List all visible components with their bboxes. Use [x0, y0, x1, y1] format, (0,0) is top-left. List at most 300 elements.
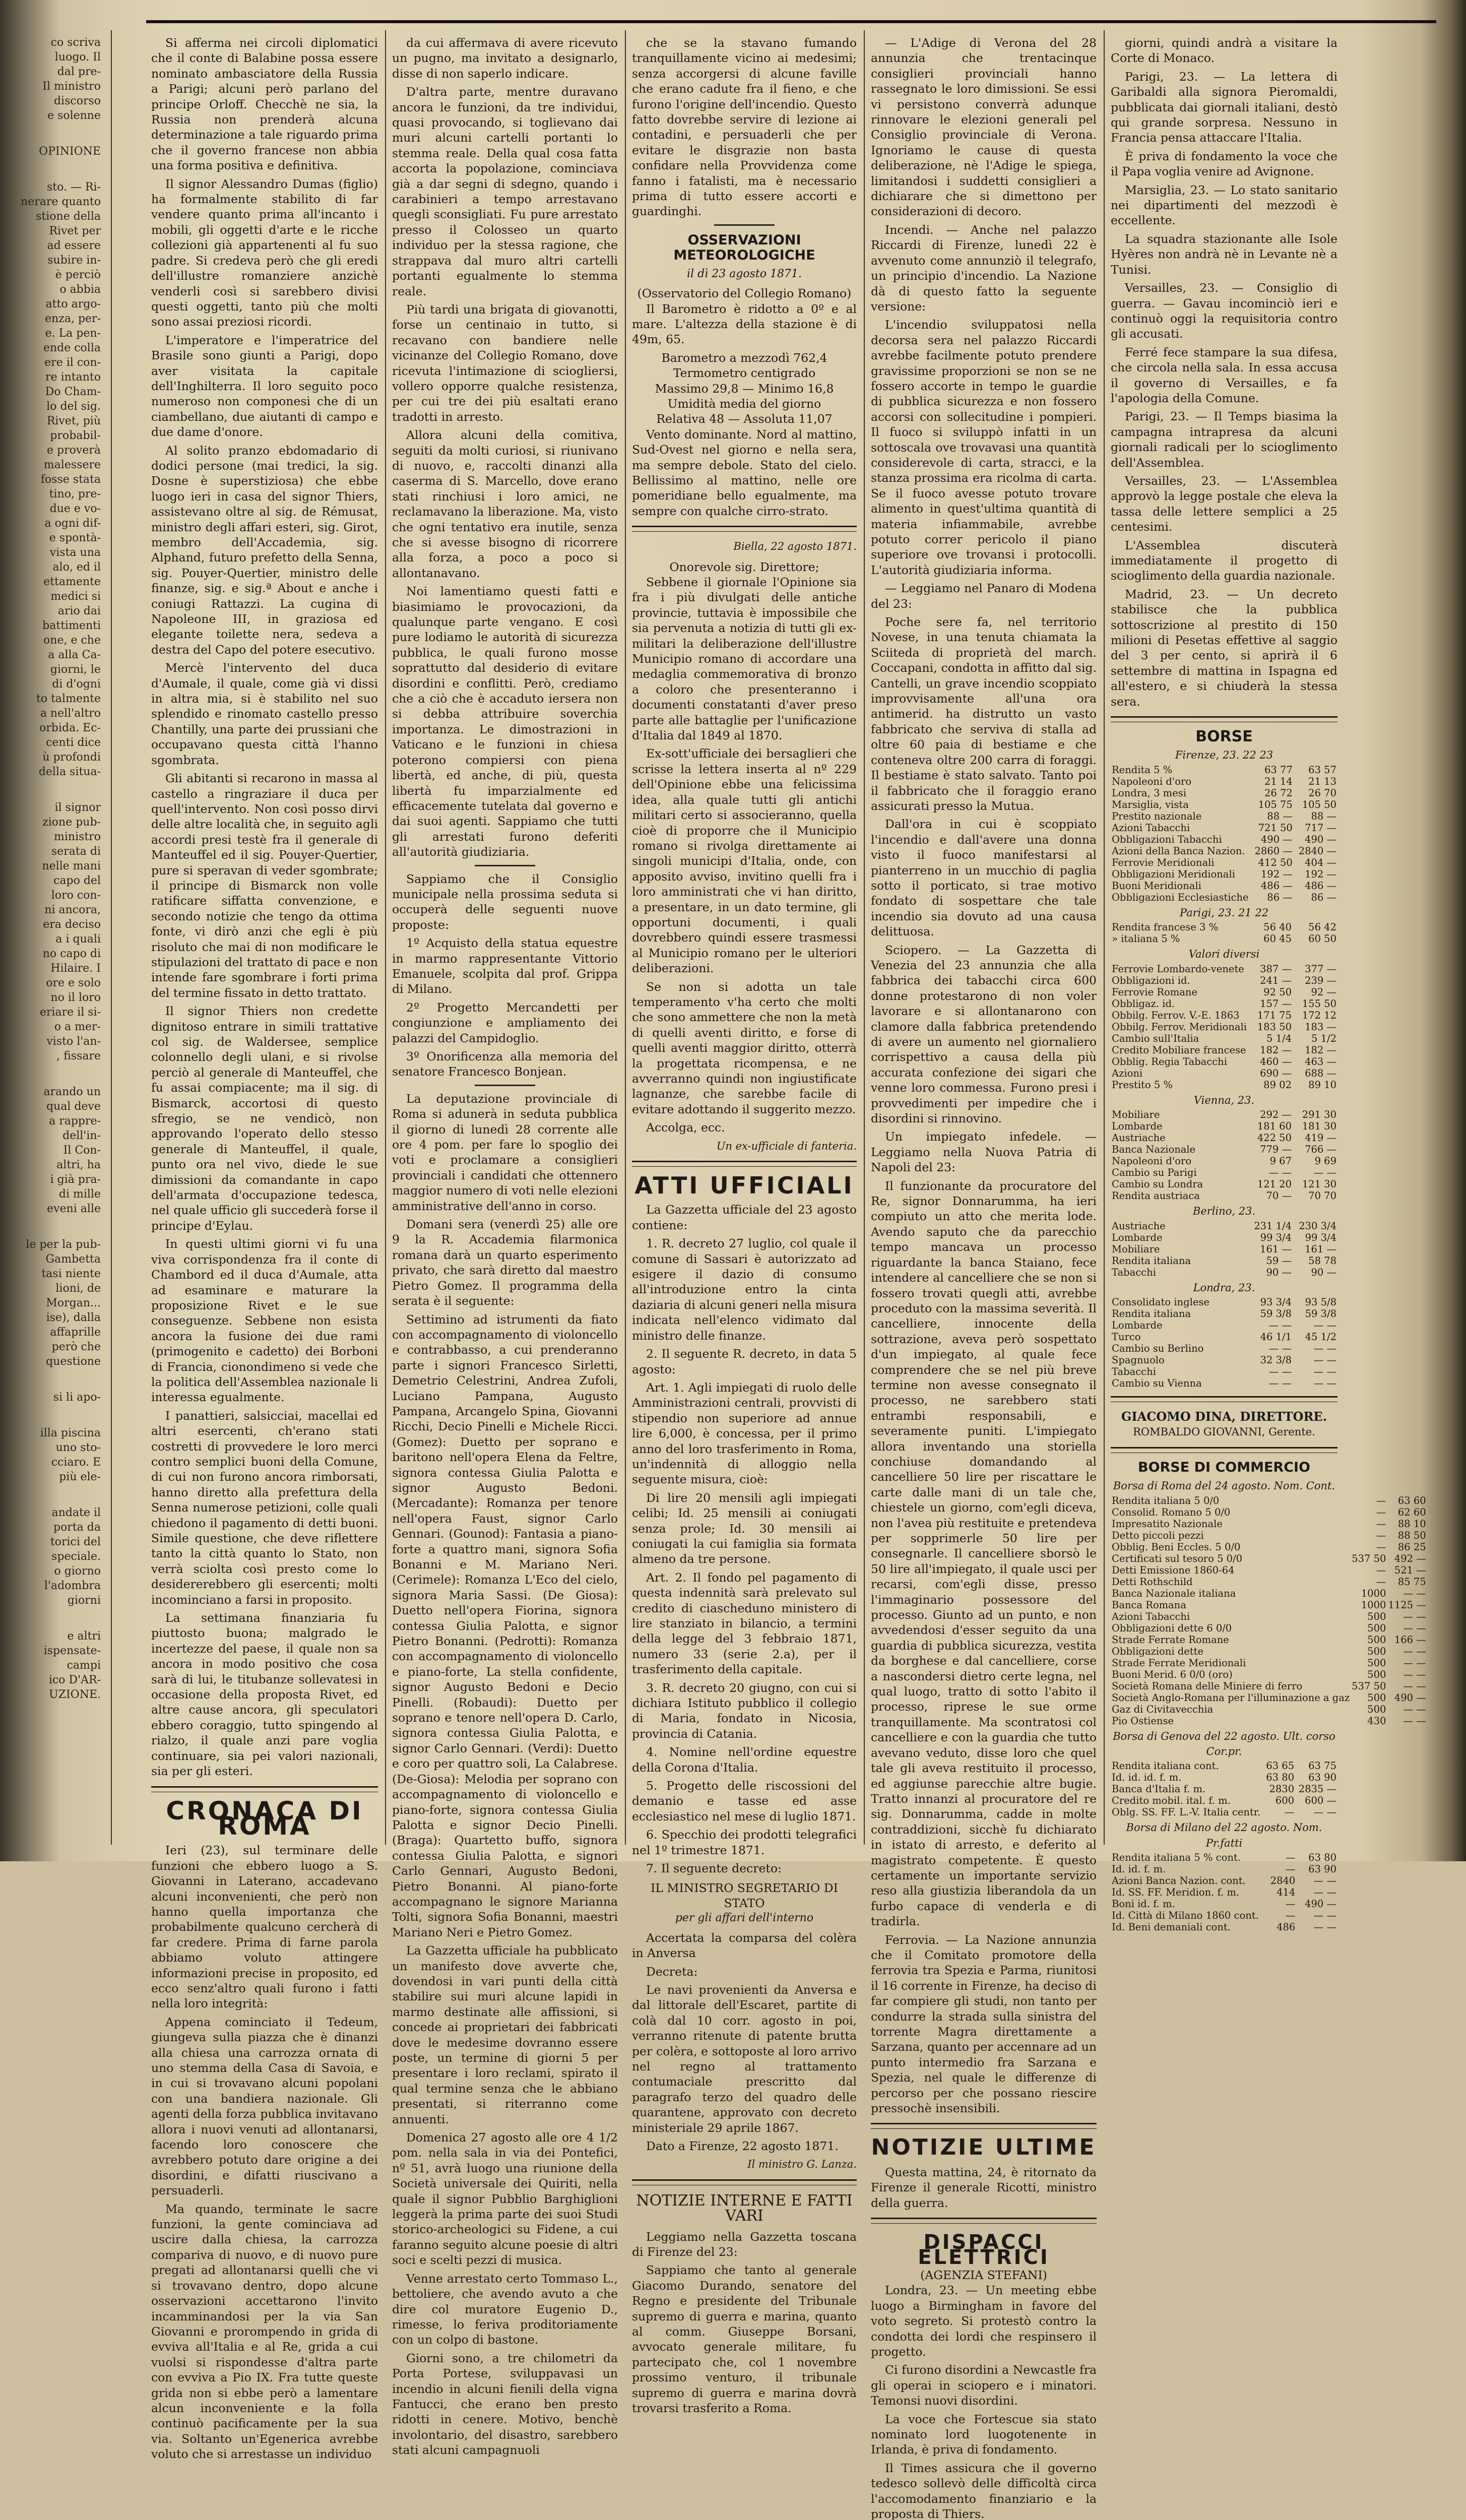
fragment-line: di mille: [58, 1188, 101, 1201]
price-cell: 121 20: [1257, 1178, 1292, 1190]
security-name: Id. id. f. m.: [1112, 1863, 1166, 1875]
column-divider: [625, 30, 626, 1845]
fragment-line: giorni, le: [50, 663, 101, 676]
separator: [475, 1085, 535, 1086]
security-name: Cambio su Londra: [1112, 1178, 1203, 1190]
paragraph: 3. R. decreto 20 giugno, con cui si dichiara Istituto pubblico il collegio di Maria, fondato in Nicosia, provincia di Catania.: [632, 1680, 857, 1741]
market-row: [1111, 1806, 1337, 1818]
market-row: [1111, 1518, 1427, 1530]
price-cell: 45 1/2: [1305, 1331, 1336, 1343]
price-cell: — —: [1268, 1167, 1292, 1179]
fragment-line: no il loro: [50, 991, 101, 1004]
market-row: [1111, 1646, 1427, 1657]
borse-tables: [1111, 747, 1337, 1389]
section-separator: [151, 1786, 378, 1792]
fragment-line: co scriva: [50, 36, 101, 49]
fragment-line: eveni alle: [47, 1203, 101, 1215]
fragment-line: l'adombra: [44, 1580, 101, 1592]
security-name: Rendita francese 3 %: [1112, 921, 1219, 933]
price-cell: — —: [1313, 1806, 1336, 1818]
price-cell: —: [1285, 1898, 1296, 1910]
price-cell: —: [1285, 1910, 1296, 1922]
fragment-line: ni ancora,: [44, 904, 101, 916]
fragment-line: battimenti: [42, 619, 101, 632]
fragment-line: zione pub-: [42, 816, 101, 829]
paragraph: Madrid, 23. — Un decreto stabilisce che la pubblica sottoscrizione al prestito di 150 milioni di Pesetas effettive al saggio del 3 per cento, si aprirà il 6 settembre di mattina in Ispagna ed all'estero, e si chiuderà la stessa sera.: [1111, 587, 1337, 709]
security-name: Credito mobil. ital. f. m.: [1112, 1795, 1231, 1807]
fragment-line: si li apo-: [53, 1391, 101, 1404]
security-name: Azioni Tabacchi: [1112, 1610, 1190, 1622]
fragment-line: qual deve: [46, 1100, 101, 1113]
section-separator: [1111, 1447, 1337, 1453]
fragment-line: eriare il si-: [39, 1006, 101, 1019]
market-table: [1111, 921, 1337, 944]
paragraph: Venne arrestato certo Tommaso L., bettoliere, che avendo avuto a che dire col muratore Eugenio D., rimesse, lo feriva proditoriamente con un colpo di bastone.: [392, 2271, 618, 2347]
meteo-row: Termometro centigrado: [673, 366, 816, 381]
separator: [714, 224, 775, 226]
market-row: [1111, 986, 1337, 998]
price-cell: 500: [1367, 1633, 1386, 1646]
notizie-text: [632, 2229, 857, 2416]
paragraph: Il signor Thiers non credette dignitoso entrare in simili trattative col sig. de Waldersee, semplice colonnello degli ulani, e si rivolse perciò al generale di Manteuffel, che fu assai compiacente; ma il sig. di Bismarck, accortosi di questo sfregio, se ne vendicò, non approvando l'operato dello stesso generale di Manteuffel, il quale, punto ora nel vivo, diede le sue dimissioni da comandante in capo dell'armata d'occupazione tedesca, nel quale ufficio gli succederà forse il principe d'Eylau.: [151, 1004, 378, 1233]
fragment-line: speciale.: [51, 1550, 101, 1563]
price-cell: 86 —: [1267, 891, 1293, 903]
price-cell: — —: [1403, 1668, 1426, 1680]
market-row: [1111, 1308, 1337, 1319]
security-name: Banca d'Italia f. m.: [1112, 1783, 1206, 1795]
security-name: Obbilg. Ferrov. V.-E. 1863: [1112, 1009, 1240, 1021]
price-cell: —: [1376, 1506, 1386, 1518]
fragment-line: medici si: [50, 590, 101, 603]
market-row: [1111, 1120, 1337, 1132]
market-row: [1111, 963, 1337, 975]
paragraph: 6. Specchio dei prodotti telegrafici nel 1º trimestre 1871.: [632, 1828, 857, 1857]
price-cell: 2840: [1270, 1875, 1296, 1887]
fragment-line: giorni: [67, 1594, 101, 1607]
market-row: [1111, 787, 1337, 799]
market-row: [1111, 1692, 1427, 1704]
price-cell: 92 —: [1311, 986, 1336, 998]
paragraph: 2. Il seguente R. decreto, in data 5 agosto:: [632, 1347, 857, 1376]
market-row: [1111, 1715, 1427, 1727]
security-name: Rendita italiana 5 % cont.: [1112, 1852, 1241, 1864]
market-group-title: Vienna, 23.: [1193, 1094, 1255, 1106]
fragment-line: e spontà-: [49, 532, 101, 544]
market-row: [1111, 1576, 1427, 1588]
price-cell: — —: [1313, 1921, 1336, 1933]
paragraph: che se la stavano fumando tranquillamente vicino ai medesimi; senza accorgersi di alcune faville che erano cadute fra il fieno, e che furono l'origine dell'incendio. Questo fatto dovrebbe servire di lezione ai contadini, e persuaderli che per evitare le disgrazie non basta confidare nella Provvidenza come fanno i fatalisti, ma è necessario prima di tutto essere accorti e guardinghi.: [632, 36, 857, 219]
column-divider: [1104, 30, 1105, 1845]
fragment-line: dell'in-: [62, 1129, 101, 1142]
paragraph: L'imperatore e l'imperatrice del Brasile sono giunti a Parigi, dopo aver visitata la capitale dell'Inghilterra. Il loro seguito poco numeroso non componesi che di un ciambellano, due aiutanti di campo e due dame d'onore.: [151, 333, 378, 439]
price-cell: 404 —: [1305, 856, 1336, 868]
security-name: Id. id. id. f. m.: [1112, 1772, 1182, 1784]
meteo-title: OSSERVAZIONI METEOROLOGICHE: [673, 232, 815, 264]
price-cell: 105 75: [1258, 798, 1293, 810]
price-cell: 500: [1367, 1657, 1386, 1669]
price-cell: 717 —: [1305, 822, 1336, 834]
price-cell: 63 65: [1266, 1760, 1295, 1772]
market-row: [1111, 1343, 1337, 1354]
paragraph: Ferré fece stampare la sua difesa, che circola nella sala. In essa accusa il governo di Versailles, e fa l'apologia della Comune.: [1111, 345, 1337, 405]
market-row: [1111, 1109, 1337, 1120]
consiglio-item: 2º Progetto Mercandetti per congiunzione e ampliamento dei palazzi del Campidoglio.: [392, 1000, 618, 1045]
paragraph: La voce che Fortescue sia stato nominato lord luogotenente in Irlanda, è priva di fondamento.: [871, 2412, 1097, 2457]
decreto-text: [632, 1930, 857, 2154]
price-cell: —: [1284, 1806, 1295, 1818]
letter-dateline: Biella, 22 agosto 1871.: [733, 540, 857, 553]
price-cell: 155 50: [1302, 997, 1336, 1010]
paragraph: Noi lamentiamo questi fatti e biasimiamo le provocazioni, da qualunque parte vengano. E così pure lodiamo le autorità di sicurezza pubblica, le quali furono mosse soprattutto dal desiderio di evitare disordini e conflitti. Però, crediamo che a ciò che è accaduto iersera non si debba attribuire soverchia importanza. Le dimostrazioni in Vaticano e le funzioni in chiesa poterono compiersi con piena libertà, ed anche, di più, questa libertà fu imparzialmente ed efficacemente tutelata dal governo e dai suoi agenti. Sappiamo che tutti gli arrestati furono deferiti all'autorità giudiziaria.: [392, 584, 618, 859]
meteo-text: Il Barometro è ridotto a 0º e al mare. L'altezza della stazione è di 49m, 65.: [632, 301, 857, 347]
price-cell: 460 —: [1260, 1055, 1292, 1067]
market-row: [1111, 1564, 1427, 1576]
market-row: [1111, 1772, 1337, 1783]
fragment-line: è perciò: [55, 269, 101, 281]
price-cell: 414: [1277, 1886, 1296, 1899]
commercio-heading: BORSE DI COMMERCIO: [1137, 1459, 1311, 1475]
fragment-line: UZIONE.: [49, 1688, 101, 1701]
security-name: Obbligazioni Tabacchi: [1112, 833, 1222, 845]
paragraph: da cui affermava di avere ricevuto un pugno, ma invitato a designarlo, disse di non saperlo indicare.: [392, 36, 618, 81]
section-separator: [1111, 716, 1337, 722]
fragment-line: Gambetta: [45, 1253, 101, 1266]
fragment-line: però che: [51, 1341, 101, 1353]
fragment-line: due e vo-: [49, 502, 101, 515]
price-cell: 291 30: [1302, 1109, 1336, 1121]
market-row: [1111, 1611, 1427, 1622]
fragment-block: [0, 1629, 101, 1702]
fragment-block: [0, 1426, 101, 1484]
fragment-line: il signor: [54, 801, 101, 814]
security-name: Rendita 5 %: [1112, 764, 1173, 776]
price-cell: — —: [1403, 1622, 1426, 1634]
fragment-line: le per la pub-: [26, 1238, 101, 1251]
price-cell: 521 —: [1394, 1564, 1426, 1576]
security-name: Consolid. Romano 5 0/0: [1112, 1506, 1231, 1518]
price-cell: 70 70: [1308, 1190, 1336, 1202]
fragment-line: questione: [46, 1355, 101, 1368]
column-4: [871, 35, 1097, 2520]
security-name: Ferrovie Lombardo-venete: [1112, 963, 1244, 975]
fragment-line: malessere: [43, 459, 101, 471]
paragraph: Il signor Alessandro Dumas (figlio) ha formalmente stabilito di far vendere quanto prima all'incanto i mobili, gli oggetti d'arte e le ricche collezioni già appartenenti al fu suo padre. Si credeva però che gli eredi dell'illustre romanziere anzichè venderli così si sarebbero divisi questi oggetti, tanto più che molti sono assai preziosi ricordi.: [151, 176, 378, 329]
price-cell: 9 69: [1314, 1155, 1336, 1167]
price-cell: —: [1376, 1541, 1386, 1553]
fragment-line: e proverà: [47, 444, 101, 457]
security-name: Banca Nazionale italiana: [1112, 1587, 1236, 1599]
fragment-line: orbida. Ec-: [39, 722, 101, 734]
security-name: Rendita italiana: [1112, 1307, 1191, 1319]
ultime-text: Questa mattina, 24, è ritornato da Firenze il generale Ricotti, ministro della guerra.: [871, 2165, 1097, 2210]
security-name: » italiana 5 %: [1112, 933, 1180, 945]
market-group-title: Londra, 23.: [1193, 1281, 1255, 1294]
price-cell: 99 3/4: [1305, 1231, 1336, 1243]
security-name: Obblig. Regia Tabacchi: [1112, 1055, 1227, 1067]
price-cell: 181 60: [1257, 1120, 1292, 1132]
paragraph: Settimino ad istrumenti da fiato con accompagnamento di violoncello e contrabbasso, a cui prenderanno parte i signori Francesco Sirletti, Demetrio Celestrini, Andrea Zufoli, Luciano Pampana, Augusto Pampana, Arcangelo Spina, Giovanni Ricchi, Decio Pinelli e Michele Ricci. (Gomez): Duetto per soprano e baritono nell'opera Elena da Feltre, signora contessa Giulia Palotta e signor Augusto Bedoni. (Mercadante): Romanza per tenore nell'opera Faust, signor Carlo Gennari. (Gounod): Fantasia a piano-forte a quattro mani, signora Sofia Bonanni e M. Mariano Neri. (Cerimele): Romanza L'Eco del cielo, signora Maria Sassi. (De Giosa): Duetto nell'opera Fiorina, signora contessa Giulia Palotta, e signor Pietro Bonanni. (Pedrotti): Romanza con accompagnamento di violoncello e piano-forte, La stella confidente, signor Augusto Bedoni e Decio Pinelli. (Robaudi): Duetto per soprano e tenore nell'opera D. Carlo, signora contessa Giulia Palotta, e signor Carlo Gennari. (Verdi): Duetto e coro per quattro soli, La Calabrese. (De-Giosa): Melodia per soprano con accompagnamento di violoncello e piano-forte, signora contessa Giulia Palotta e signor Decio Pinelli. (Braga): Quartetto buffo, signora contessa Giulia Palotta, e signori Carlo Gennari, Augusto Bedoni, Pietro Bonanni. Al piano-forte accompagnano le signore Marianna Tolti, signora Sofia Bonanni, maestri Mariano Neri e Pietro Gomez.: [392, 1312, 618, 1939]
security-name: Napoleoni d'oro: [1112, 775, 1192, 787]
price-cell: 600 —: [1305, 1795, 1336, 1807]
paragraph: Decreta:: [646, 1964, 698, 1979]
price-cell: 500: [1367, 1610, 1386, 1622]
decreto-title: IL MINISTRO SEGRETARIO DI STATO: [651, 1880, 838, 1910]
paragraph: giorni, quindi andrà a visitare la Corte di Monaco.: [1111, 36, 1337, 66]
market-group-title: Valori diversi: [1188, 948, 1260, 961]
fragment-line: altri, ha: [56, 1159, 101, 1171]
market-row: [1111, 1530, 1427, 1541]
price-cell: — —: [1403, 1587, 1426, 1599]
paragraph: Un impiegato infedele. — Leggiamo nella Nuova Patria di Napoli del 23:: [871, 1129, 1097, 1175]
price-cell: 56 42: [1308, 921, 1336, 933]
fragment-line: di d'ogni: [52, 678, 101, 690]
market-row: [1111, 1132, 1337, 1144]
market-row: [1111, 1366, 1337, 1377]
market-row: [1111, 1506, 1427, 1518]
fragment-line: Rivet per: [49, 225, 101, 237]
fragment-line: o giorno: [54, 1565, 101, 1578]
security-name: Id. SS. FF. Meridion. f. m.: [1112, 1886, 1240, 1899]
market-row: [1111, 1178, 1337, 1190]
fragment-line: luogo. Il: [54, 51, 101, 64]
price-cell: 99 3/4: [1260, 1231, 1292, 1243]
security-name: Obbligazioni id.: [1112, 974, 1190, 986]
price-cell: 537 50: [1352, 1552, 1386, 1564]
fragment-block: [0, 1237, 101, 1369]
security-name: Pio Ostiense: [1112, 1715, 1174, 1727]
price-cell: 93 3/4: [1260, 1296, 1292, 1308]
fragment-line: ettamente: [43, 576, 101, 588]
price-cell: —: [1376, 1518, 1386, 1530]
price-cell: 88 10: [1397, 1518, 1426, 1530]
security-name: Obbligazioni Ecclesiastiche: [1112, 891, 1249, 903]
price-cell: 1000: [1361, 1587, 1386, 1599]
atti-intro: La Gazzetta ufficiale del 23 agosto contiene:: [632, 1203, 857, 1232]
fragment-line: ende colla: [43, 342, 101, 354]
market-row: [1111, 1921, 1337, 1933]
price-cell: 59 3/8: [1305, 1307, 1336, 1319]
price-cell: 183 —: [1305, 1021, 1336, 1033]
market-row: [1111, 1267, 1337, 1278]
market-row: [1111, 776, 1337, 787]
price-cell: 63 60: [1397, 1494, 1426, 1506]
fragment-line: tasi niente: [41, 1268, 101, 1280]
dispacci-continued: [1111, 35, 1337, 709]
consiglio-item: 1º Acquisto della statua equestre in marmo rappresentante Vittorio Emanuele, scolpita dal prof. Grippa di Milano.: [392, 936, 618, 996]
price-cell: 161 —: [1260, 1243, 1292, 1255]
security-name: Rendita italiana 5 0/0: [1112, 1494, 1220, 1506]
market-row: [1111, 1599, 1427, 1611]
price-cell: — —: [1403, 1657, 1426, 1669]
fragment-line: più ele-: [59, 1471, 101, 1483]
section-separator: [632, 526, 857, 532]
letter-close: Accolga, ecc.: [646, 1120, 725, 1135]
fragment-line: Hilaire. I: [50, 962, 101, 975]
market-table: [1111, 1220, 1337, 1278]
paragraph: 4. Nomine nell'ordine equestre della Corona d'Italia.: [632, 1745, 857, 1775]
price-cell: — —: [1313, 1910, 1336, 1922]
price-cell: 490 —: [1305, 1898, 1336, 1910]
price-cell: 600: [1275, 1795, 1295, 1807]
fragment-line: to talmente: [36, 692, 101, 705]
market-row: [1111, 998, 1337, 1010]
paragraph: Di lire 20 mensili agli impiegati celibi; Id. 25 mensili ai coniugati senza prole; Id. 30 mensili ai coniugati la cui famiglia sia formata almeno da tre persone.: [632, 1490, 857, 1566]
fragment-line: ico D'AR-: [48, 1674, 101, 1686]
price-cell: 88 50: [1397, 1529, 1426, 1541]
security-name: Obbligazioni dette 6 0/0: [1112, 1622, 1232, 1634]
market-table: [1111, 1760, 1337, 1818]
price-cell: 86 25: [1397, 1541, 1426, 1553]
security-name: Detti Emissione 1860-64: [1112, 1564, 1235, 1576]
paragraph: — L'Adige di Verona del 28 annunzia che trentacinque consiglieri provinciali hanno rassegnato le loro dimissioni. Se essi vi persistono converrà adunque rinnovare le elezioni generali pel Consiglio provinciale di Verona. Ignoriamo le cause di questa deliberazione, nè l'Adige le spiega, limitandosi i suddetti consiglieri a dichiarare che si dimettono per considerazioni di decoro.: [871, 36, 1097, 219]
price-cell: 500: [1367, 1668, 1386, 1680]
fragment-block: [0, 1505, 101, 1608]
fragment-line: vista una: [49, 546, 101, 559]
fragment-line: o a mer-: [54, 1021, 101, 1033]
price-cell: 21 13: [1308, 775, 1336, 787]
paragraph: Versailles, 23. — L'Assemblea approvò la legge postale che eleva la tassa delle lettere semplici a 25 centesimi.: [1111, 473, 1337, 534]
price-cell: 92 50: [1263, 986, 1292, 998]
market-row: [1111, 1910, 1337, 1921]
fragment-line: capo del: [53, 874, 101, 887]
borse-heading: BORSE: [1195, 728, 1253, 746]
market-row: [1111, 1155, 1337, 1167]
security-name: Detto piccoli pezzi: [1112, 1529, 1204, 1541]
fragment-line: illa piscina: [40, 1427, 101, 1439]
price-cell: 121 30: [1302, 1178, 1336, 1190]
consiglio-item: 3º Onorificenza alla memoria del senatore Francesco Bonjean.: [392, 1049, 618, 1079]
dispacci-heading: DISPACCI ELETTRICI: [918, 2231, 1050, 2270]
paragraph: Domani sera (venerdì 25) alle ore 9 la R. Accademia filarmonica romana darà un quarto esperimento privato, che sarà diretto dal maestro Pietro Gomez. Il programma della serata è il seguente:: [392, 1217, 618, 1308]
market-row: [1111, 1553, 1427, 1564]
paragraph: Art. 1. Agli impiegati di ruolo delle Amministrazioni centrali, provvisti di stipendio non superiore ad annue lire 6,000, è concessa, per il primo anno del loro trasferimento in Roma, un'indennità di alloggio nella seguente misura, cioè:: [632, 1380, 857, 1487]
paragraph: Ferrovia. — La Nazione annunzia che il Comitato promotore della ferrovia tra Spezia e Parma, riunitosi il 16 corrente in Firenze, ha deciso di far compiere gli studi, non tanto per condurre la strada sulla sinistra del torrente Magra direttamente a Sarzana, quanto per accennare ad un punto intermedio fra Sarzana e Spezia, nel quale le differenze di percorso per che possano riescire pressochè insensibili.: [871, 1932, 1097, 2116]
price-cell: 688 —: [1305, 1067, 1336, 1079]
fragment-block: [0, 35, 101, 123]
price-cell: 387 —: [1260, 963, 1292, 975]
market-row: [1111, 880, 1337, 892]
section-separator: [871, 2123, 1097, 2129]
paragraph: È priva di fondamento la voce che il Papa voglia venire ad Avignone.: [1111, 149, 1337, 179]
meteo-rows: [632, 350, 857, 427]
fragment-line: lioni, de: [55, 1282, 101, 1295]
paragraph: I panattieri, salsicciai, macellai ed altri esercenti, ch'erano stati costretti di provvedere le loro merci contro semplici buoni della Comune, di cui non furono ancora rimborsati, hanno diretto alla prefettura della Senna numerose petizioni, colle quali chiedono il pagamento di detti buoni. Simile questione, che deve riflettere tanto la città quanto lo Stato, non verrà sciolta così presto come lo desidererebbero gli esercenti; molti incominciano a farsi in proposito.: [151, 1408, 378, 1607]
price-cell: 690 —: [1260, 1067, 1292, 1079]
price-cell: 62 60: [1397, 1506, 1426, 1518]
price-cell: — —: [1313, 1377, 1336, 1389]
market-row: [1111, 1760, 1337, 1772]
price-cell: 182 —: [1305, 1044, 1336, 1056]
security-name: Rendita italiana cont.: [1112, 1760, 1219, 1772]
security-name: Turco: [1112, 1331, 1141, 1343]
fragment-line: cciaro. E: [51, 1456, 101, 1469]
price-cell: 766 —: [1305, 1144, 1336, 1156]
cronaca-more: [392, 1091, 618, 2458]
paragraph: Più tardi una brigata di giovanotti, forse un centinaio in tutto, si recavano con bandiere nelle vicinanze del Collegio Romano, dove ricevuta l'intimazione di sciogliersi, vollero opporre qualche resistenza, per cui tre dei più esaltati erano tradotti in arresto.: [392, 302, 618, 424]
paragraph: Mercè l'intervento del duca d'Aumale, il quale, come già vi dissi in altra mia, si è stabilito nel suo splendido e rinomato castello presso Chantilly, una parte dei prussiani che occupavano questa città l'hanno sgombrata.: [151, 661, 378, 767]
paragraph: Allora alcuni della comitiva, seguiti da molti curiosi, si riunivano di nuovo, e, raccolti dinanzi alla caserma di S. Marcello, dove erano stati rinchiusi i loro amici, ne reclamavano la liberazione. Ma, visto che ogni tentativo era inutile, senza che si avesse bisogno di ricorrere alla forza, a poco a poco si allontanavano.: [392, 428, 618, 580]
security-name: Impresatito Nazionale: [1112, 1518, 1223, 1530]
varie-text: [871, 35, 1097, 2116]
fragment-line: OPINIONE: [39, 145, 101, 158]
price-cell: 26 70: [1308, 787, 1336, 799]
fragment-line: discorso: [53, 95, 101, 107]
paragraph: Ma quando, terminate le sacre funzioni, la gente cominciava ad uscire dalla chiesa, la carrozza compariva di nuovo, e di nuovo pure pregati ad allontanarsi quelli che vi si trovavano dentro, dopo alcune osservazioni accettarono l'invito incamminandosi per la via San Giovanni e prorompendo in grida di evviva all'Italia e al Re, grida a cui vuolsi si rispondesse d'altra parte con evviva a Pio IX. Fra tutte queste grida non si ebbe però a lamentare alcun inconveniente e la folla continuò pacificamente per la sua via. Soltanto un'Egenerica avrebbe voluto che si arrestasse un individuo: [151, 2201, 378, 2462]
foreign-news-block: [151, 35, 378, 1779]
security-name: Lombarde: [1112, 1319, 1163, 1331]
fragment-line: one, e che: [43, 634, 101, 647]
price-cell: 230 3/4: [1299, 1220, 1336, 1232]
fragment-line: Il ministro: [42, 80, 101, 93]
market-row: [1111, 1331, 1337, 1343]
market-row: [1111, 1010, 1337, 1021]
fragment-line: arando un: [43, 1086, 101, 1098]
top-rule: [146, 20, 1436, 23]
decreto-signature: Il ministro G. Lanza.: [747, 2158, 857, 2171]
price-cell: — —: [1403, 1680, 1426, 1692]
price-cell: 2830: [1269, 1783, 1295, 1795]
market-row: [1111, 810, 1337, 822]
commercio-tables: [1111, 1478, 1426, 1933]
direttore-line: GIACOMO DINA, DIRETTORE.: [1121, 1409, 1327, 1424]
fragment-line: o abbia: [59, 283, 101, 296]
section-separator: [1111, 1396, 1337, 1402]
fragment-line: no capo di: [42, 948, 101, 960]
paragraph: 1. R. decreto 27 luglio, col quale il comune di Sassari è autorizzato ad esigere il dazio di consumo all'introduzione entro la cinta daziaria di alcuni generi nella misura indicata nell'elenco vidimato dal ministro delle finanze.: [632, 1236, 857, 1343]
security-name: Ferrovie Romane: [1112, 986, 1198, 998]
price-cell: 63 80: [1266, 1772, 1295, 1784]
consiglio-items: [392, 935, 618, 1080]
fragment-line: ad essere: [47, 239, 101, 252]
security-name: Gaz di Civitavecchia: [1112, 1703, 1214, 1715]
meteo-row: Barometro a mezzodì 762,4: [661, 350, 827, 365]
market-group-title: Berlino, 23.: [1192, 1205, 1256, 1218]
price-cell: —: [1376, 1529, 1386, 1541]
price-cell: 58 78: [1308, 1254, 1336, 1267]
fragment-line: e solenne: [47, 109, 101, 122]
meteo-end: Vento dominante. Nord al mattino, Sud-Ovest nel giorno e nella sera, ma sempre debole. Stato del cielo. Bellissimo al mattino, nelle ore pomeridiane bello egualmente, ma sempre con qualche cirro-strato.: [632, 427, 857, 518]
security-name: Banca Romana: [1112, 1599, 1186, 1611]
paragraph: Al solito pranzo ebdomadario di dodici persone (mai tredici, la sig. Dosne è superstiziosa) che ebbe luogo ieri in casa del signor Thiers, assistevano oltre al sig. de Rémusat, ministro degli affari esteri, sig. Girot, membro dell'Accademia, sig. Alphand, futuro prefetto della Senna, sig. Pouyer-Quertier, ministro delle finanze, sig. e sig.ª About e anche i coniugi Rattazzi. La cugina di Napoleone III, in graziosa ed elegante toilette nera, sedeva a destra del Capo del potere esecutivo.: [151, 443, 378, 657]
column-3: [632, 35, 857, 2416]
section-separator: [632, 2179, 857, 2185]
decreto-sub: per gli affari dell'interno: [675, 1912, 814, 1925]
paragraph: Parigi, 23. — Il Temps biasima la campagna intrapresa da alcuni giornali radicali per lo scioglimento dell'Assemblea.: [1111, 409, 1337, 470]
market-row: [1111, 1190, 1337, 1202]
paragraph: Ex-sott'ufficiale dei bersaglieri che scrisse la lettera inserta al nº 229 dell'Opinione ebbe una felicissima idea, alla quale tutti gli antichi militari certo si associeranno, quella cioè di proporre che il Municipio romano si rivolga direttamente ai singoli municipi d'Italia, onde, con apposito avviso, invitino quelli fra i loro amministrati che vi han diritto, a presentare, in un dato termine, gli opportuni documenti, i quali dovrebbero quindi essere trasmessi al Municipio romano per le ulteriori deliberazioni.: [632, 746, 857, 976]
fragment-line: serata di: [51, 845, 101, 858]
price-cell: 2860 —: [1254, 845, 1293, 857]
paragraph: Ieri (23), sul terminare delle funzioni che ebbero luogo a S. Giovanni in Laterano, accadevano alcuni inconvenienti, che però non hanno quella importanza che probabilmente qualcuno cercherà di far credere. Prima di farne parola abbiamo voluto attingere informazioni precise in proposito, ed ecco senz'altro quali furono i fatti nella loro integrità:: [151, 1843, 378, 2011]
market-row: [1111, 1033, 1337, 1044]
fragment-line: sto. — Ri-: [46, 181, 101, 194]
fragment-line: a ogni dif-: [44, 517, 101, 530]
price-cell: — —: [1403, 1703, 1426, 1715]
paragraph: Londra, 23. — Un meeting ebbe luogo a Birmingham in favore del voto segreto. Si protestò contro la condotta dei lordi che respinsero il progetto.: [871, 2283, 1097, 2359]
market-row: [1111, 1243, 1337, 1255]
price-cell: 5 1/4: [1266, 1032, 1292, 1044]
fragment-line: e altri: [67, 1630, 101, 1643]
cronaca-text: [151, 1843, 378, 2462]
section-separator: [632, 1161, 857, 1167]
security-name: Obbligazioni dette: [1112, 1645, 1204, 1657]
price-cell: 59 —: [1266, 1254, 1292, 1267]
fire-story-end: [632, 35, 857, 219]
security-name: Mobiliare: [1112, 1109, 1160, 1121]
price-cell: 2835 —: [1298, 1783, 1336, 1795]
price-cell: 239 —: [1305, 974, 1336, 986]
security-name: Azioni della Banca Nazion.: [1112, 845, 1245, 857]
